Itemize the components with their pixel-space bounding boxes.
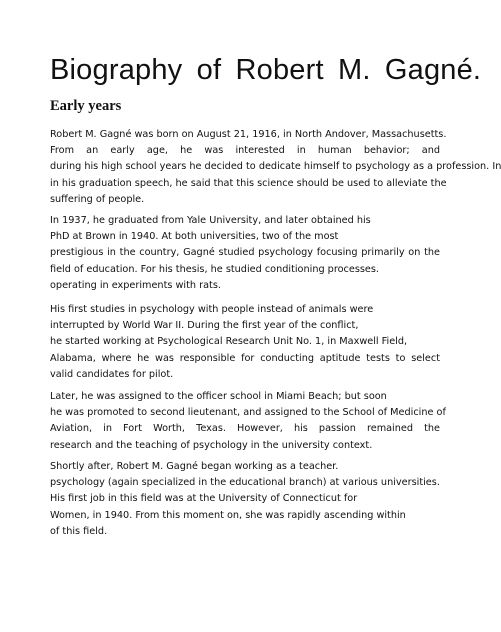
paragraph-line: His first job in this field was at the University of Connecticut for [50, 493, 358, 505]
paragraph-line: suffering of people. [50, 193, 145, 205]
section-heading: Early years [50, 98, 122, 114]
paragraph-line: His first studies in psychology with people instead of animals were [50, 304, 374, 315]
paragraph-line: of this field. [50, 525, 108, 537]
paragraph-line: Aviation, in Fort Worth, Texas. However, his passion remained the [50, 423, 440, 435]
paragraph-line: Later, he was assigned to the officer school in Miami Beach; but soon [50, 391, 387, 402]
paragraph-line: interrupted by World War II. During the first year of the conflict, [50, 320, 359, 332]
paragraph-line: Women, in 1940. From this moment on, she was rapidly ascending within [50, 509, 406, 521]
paragraph-line: field of education. For his thesis, he studied conditioning processes. [50, 263, 380, 275]
paragraph-3 [50, 302, 440, 383]
paragraph-line: prestigious in the country, Gagné studied psychology focusing primarily on the [50, 247, 440, 259]
paragraph-line: in his graduation speech, he said that this science should be used to alleviate the [50, 177, 447, 189]
paragraph-line: operating in experiments with rats. [50, 279, 221, 291]
paragraph-line: Alabama, where he was responsible for conducting aptitude tests to select [50, 352, 440, 364]
paragraph-1 [50, 127, 501, 208]
paragraph-2 [50, 213, 440, 294]
paragraph-line: he started working at Psychological Research Unit No. 1, in Maxwell Field, [50, 336, 408, 348]
paragraph-line: In 1937, he graduated from Yale University, and later obtained his [50, 215, 371, 226]
paragraph-line: research and the teaching of psychology in the university context. [50, 439, 373, 451]
paragraph-line: valid candidates for pilot. [50, 368, 174, 380]
paragraph-line: Robert M. Gagné was born on August 21, 1916, in North Andover, Massachusetts. [50, 129, 447, 140]
paragraph-line: PhD at Brown in 1940. At both universities, two of the most [50, 231, 339, 243]
paragraph-5 [50, 459, 440, 540]
paragraph-line: during his high school years he decided to dedicate himself to psychology as a profession. In [50, 161, 501, 173]
paragraph-4 [50, 389, 446, 454]
paragraph-line: From an early age, he was interested in human behavior; and [50, 145, 440, 157]
paragraph-line: he was promoted to second lieutenant, and assigned to the School of Medicine of [50, 407, 446, 419]
paragraph-line: Shortly after, Robert M. Gagné began working as a teacher. [50, 461, 339, 472]
paragraph-line: psychology (again specialized in the educational branch) at various universities. [50, 477, 440, 489]
document-title: Biography of Robert M. Gagné. [50, 54, 482, 86]
